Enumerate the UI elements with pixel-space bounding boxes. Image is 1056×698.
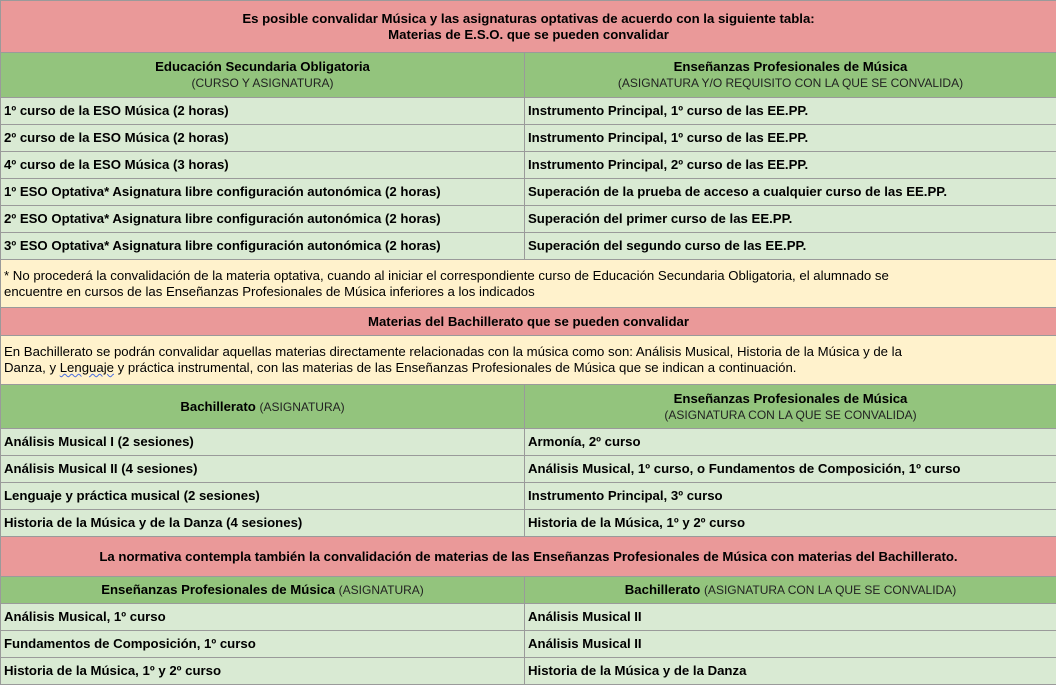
reverse-row-right[interactable]: Historia de la Música y de la Danza	[525, 658, 1056, 685]
eso-row-right[interactable]: Superación del segundo curso de las EE.PP.	[525, 233, 1056, 260]
bach-row-right[interactable]: Historia de la Música, 1º y 2º curso	[525, 510, 1056, 537]
eso-footnote-cell[interactable]	[1, 260, 1056, 308]
bach-intro-line1: En Bachillerato se podrán convalidar aquellas materias directamente relacionadas con la música como son: Análisis Musical, Historia de la Música y de la	[4, 344, 902, 359]
bach-intro-line2	[4, 360, 1053, 376]
eso-row-right[interactable]: Instrumento Principal, 1º curso de las EE.PP.	[525, 125, 1056, 152]
table-row	[1, 152, 1056, 179]
reverse-title[interactable]: La normativa contempla también la convalidación de materias de las Enseñanzas Profesionales de Música con materias del Bachillerato.	[1, 537, 1056, 577]
table-row	[1, 125, 1056, 152]
bach-row-right[interactable]: Análisis Musical, 1º curso, o Fundamentos de Composición, 1º curso	[525, 456, 1056, 483]
eso-footnote-row	[1, 260, 1056, 308]
bach-title-row	[1, 308, 1056, 336]
table-row	[1, 206, 1056, 233]
eso-title-row	[1, 1, 1056, 53]
eso-row-right[interactable]: Instrumento Principal, 1º curso de las EE.PP.	[525, 98, 1056, 125]
reverse-row-left[interactable]: Análisis Musical, 1º curso	[1, 604, 525, 631]
bach-col2-header: Enseñanzas Profesionales de Música	[673, 390, 908, 406]
bach-header-col1[interactable]	[1, 385, 525, 429]
table-row	[1, 456, 1056, 483]
bach-row-left[interactable]: Análisis Musical I (2 sesiones)	[1, 429, 525, 456]
eso-title-line1: Es posible convalidar Música y las asignaturas optativas de acuerdo con la siguiente tabla:	[242, 10, 815, 26]
table-row	[1, 631, 1056, 658]
eso-row-right[interactable]: Superación de la prueba de acceso a cualquier curso de las EE.PP.	[525, 179, 1056, 206]
eso-row-left[interactable]: 3º ESO Optativa* Asignatura libre configuración autonómica (2 horas)	[1, 233, 525, 260]
bach-intro-part-a: Danza, y	[4, 360, 60, 375]
table-row	[1, 483, 1056, 510]
bach-title[interactable]: Materias del Bachillerato que se pueden convalidar	[1, 308, 1056, 336]
reverse-title-row	[1, 537, 1056, 577]
table-row	[1, 179, 1056, 206]
eso-row-right[interactable]: Superación del primer curso de las EE.PP.	[525, 206, 1056, 233]
reverse-col1-header: Enseñanzas Profesionales de Música	[101, 582, 335, 597]
bach-intro-cell[interactable]	[1, 336, 1056, 385]
bach-row-right[interactable]: Instrumento Principal, 3º curso	[525, 483, 1056, 510]
bach-header-col2[interactable]	[525, 385, 1056, 429]
bach-row-right[interactable]: Armonía, 2º curso	[525, 429, 1056, 456]
reverse-header-col2[interactable]	[525, 577, 1056, 604]
eso-footnote-line2: encuentre en cursos de las Enseñanzas Profesionales de Música inferiores a los indicados	[4, 283, 535, 299]
eso-row-left[interactable]: 2º ESO Optativa* Asignatura libre configuración autonómica (2 horas)	[1, 206, 525, 233]
bach-row-left[interactable]: Lenguaje y práctica musical (2 sesiones)	[1, 483, 525, 510]
bach-col1-sub: (ASIGNATURA)	[259, 399, 345, 414]
table-row	[1, 604, 1056, 631]
eso-row-right[interactable]: Instrumento Principal, 2º curso de las EE.PP.	[525, 152, 1056, 179]
bach-col2-sub: (ASIGNATURA CON LA QUE SE CONVALIDA)	[664, 407, 917, 422]
bach-row-left[interactable]: Análisis Musical II (4 sesiones)	[1, 456, 525, 483]
eso-col1-sub: (CURSO Y ASIGNATURA)	[191, 76, 334, 90]
eso-row-left[interactable]: 2º curso de la ESO Música (2 horas)	[1, 125, 525, 152]
reverse-row-right[interactable]: Análisis Musical II	[525, 631, 1056, 658]
eso-row-left[interactable]: 4º curso de la ESO Música (3 horas)	[1, 152, 525, 179]
table-row	[1, 658, 1056, 685]
bach-intro-row	[1, 336, 1056, 385]
reverse-row-left[interactable]: Historia de la Música, 1º y 2º curso	[1, 658, 525, 685]
eso-row-left[interactable]: 1º ESO Optativa* Asignatura libre configuración autonómica (2 horas)	[1, 179, 525, 206]
eso-header-col1[interactable]	[1, 53, 525, 98]
spellcheck-word: Lenguaje	[59, 360, 114, 375]
table-row	[1, 510, 1056, 537]
eso-title-cell[interactable]	[1, 1, 1056, 53]
eso-title-line2: Materias de E.S.O. que se pueden convalidar	[388, 26, 669, 42]
eso-col1-header: Educación Secundaria Obligatoria	[155, 59, 370, 74]
reverse-col1-sub: (ASIGNATURA)	[338, 583, 424, 597]
eso-col2-header: Enseñanzas Profesionales de Música	[673, 59, 908, 74]
eso-header-row	[1, 53, 1056, 98]
eso-header-col2[interactable]	[525, 53, 1056, 98]
table-row	[1, 429, 1056, 456]
bach-header-row	[1, 385, 1056, 429]
reverse-col2-header: Bachillerato	[624, 582, 701, 597]
eso-footnote-line1: * No procederá la convalidación de la materia optativa, cuando al iniciar el correspondiente curso de Educación Secundaria Obligatoria, el alumnado se	[4, 267, 889, 283]
reverse-row-left[interactable]: Fundamentos de Composición, 1º curso	[1, 631, 525, 658]
reverse-col2-sub: (ASIGNATURA CON LA QUE SE CONVALIDA)	[703, 583, 957, 597]
eso-row-left[interactable]: 1º curso de la ESO Música (2 horas)	[1, 98, 525, 125]
reverse-header-row	[1, 577, 1056, 604]
bach-intro-part-c: y práctica instrumental, con las materias de las Enseñanzas Profesionales de Música que se indican a continuación.	[114, 360, 797, 375]
bach-col1-header: Bachillerato	[180, 398, 256, 414]
bach-row-left[interactable]: Historia de la Música y de la Danza (4 sesiones)	[1, 510, 525, 537]
eso-col2-sub: (ASIGNATURA Y/O REQUISITO CON LA QUE SE CONVALIDA)	[617, 76, 964, 90]
table-row	[1, 98, 1056, 125]
reverse-header-col1[interactable]	[1, 577, 525, 604]
table-row	[1, 233, 1056, 260]
reverse-row-right[interactable]: Análisis Musical II	[525, 604, 1056, 631]
